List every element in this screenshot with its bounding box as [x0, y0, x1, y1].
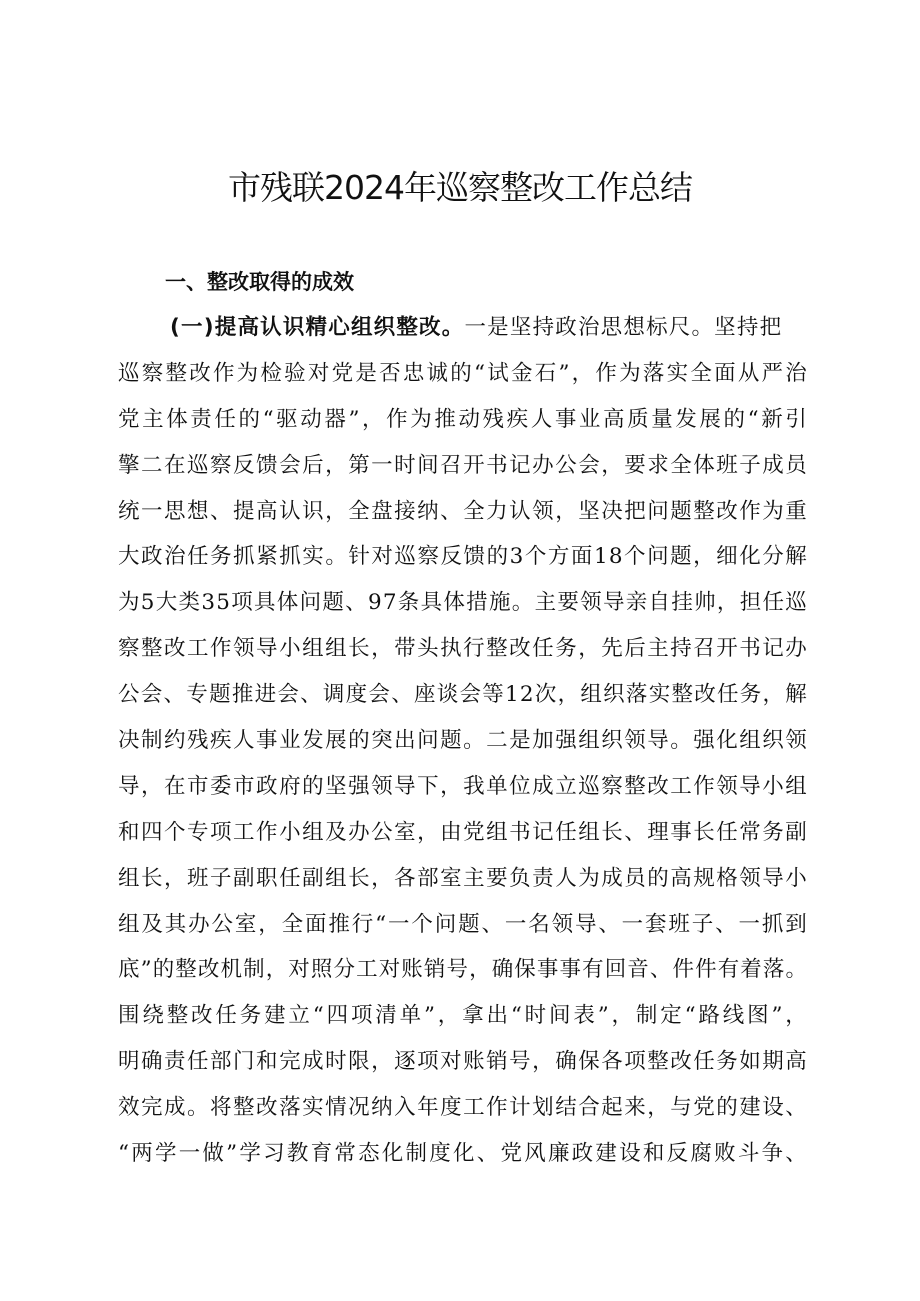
paragraph-line: 为5大类35项具体问题、97条具体措施。主要领导亲自挂帅，担任巡 [118, 590, 808, 616]
paragraph-line: 察整改工作领导小组组长，带头执行整改任务，先后主持召开书记办 [118, 636, 808, 662]
paragraph-subheading: (一)提高认识精心组织整改。 [170, 315, 465, 340]
paragraph-line: 和四个专项工作小组及办公室，由党组书记任组长、理事长任常务副 [118, 819, 808, 845]
section-heading: 一、整改取得的成效 [165, 270, 354, 294]
paragraph-line: “两学一做”学习教育常态化制度化、党风廉政建设和反腐败斗争、 [118, 1141, 808, 1167]
document-title: 市残联2024年巡察整改工作总结 [228, 168, 692, 207]
paragraph-line: 导，在市委市政府的坚强领导下，我单位成立巡察整改工作领导小组 [118, 773, 808, 799]
paragraph-line: 效完成。将整改落实情况纳入年度工作计划结合起来，与党的建设、 [118, 1095, 808, 1121]
paragraph-line: 大政治任务抓紧抓实。针对巡察反馈的3个方面18个问题，细化分解 [118, 544, 808, 570]
paragraph-line: 统一思想、提高认识，全盘接纳、全力认领，坚决把问题整改作为重 [118, 498, 808, 524]
paragraph-line: 围绕整改任务建立“四项清单”，拿出“时间表”，制定“路线图”， [118, 1003, 808, 1029]
paragraph-line: 组长，班子副职任副组长，各部室主要负责人为成员的高规格领导小 [118, 865, 808, 891]
line-text: 一是坚持政治思想标尺。坚持把 [464, 315, 783, 340]
paragraph-line: 擎二在巡察反馈会后，第一时间召开书记办公会，要求全体班子成员 [118, 452, 808, 478]
body-text [118, 313, 808, 1185]
paragraph-line [118, 313, 808, 359]
paragraph-line: 决制约残疾人事业发展的突出问题。二是加强组织领导。强化组织领 [118, 728, 808, 754]
paragraph-line: 明确责任部门和完成时限，逐项对账销号，确保各项整改任务如期高 [118, 1049, 808, 1075]
paragraph-line: 底”的整改机制，对照分工对账销号，确保事事有回音、件件有着落。 [118, 957, 808, 983]
paragraph-line: 公会、专题推进会、调度会、座谈会等12次，组织落实整改任务，解 [118, 682, 808, 708]
paragraph-line: 巡察整改作为检验对党是否忠诚的“试金石”，作为落实全面从严治 [118, 360, 808, 386]
paragraph-line: 组及其办公室，全面推行“一个问题、一名领导、一套班子、一抓到 [118, 911, 808, 937]
paragraph-line: 党主体责任的“驱动器”，作为推动残疾人事业高质量发展的“新引 [118, 406, 808, 432]
